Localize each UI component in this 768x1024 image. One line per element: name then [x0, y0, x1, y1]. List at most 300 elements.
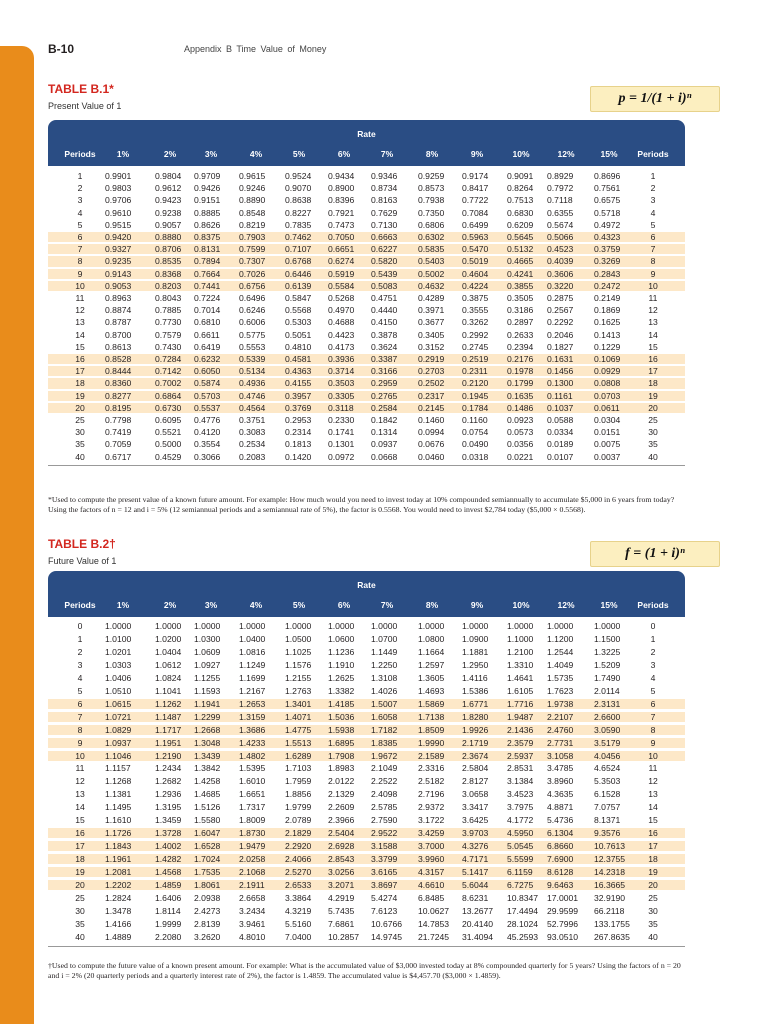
factor-cell: 0.0334	[547, 427, 574, 438]
factor-cell: 1.7490	[594, 672, 621, 683]
factor-cell: 0.5083	[371, 280, 398, 291]
factor-cell: 0.8734	[371, 183, 398, 194]
column-header: 7%	[380, 149, 394, 159]
factor-cell: 6.8485	[418, 892, 445, 903]
factor-cell: 1.0406	[105, 672, 132, 683]
table-row	[48, 893, 685, 903]
period-cell: 4	[650, 672, 656, 683]
factor-cell: 0.8696	[594, 171, 621, 181]
factor-cell: 28.1024	[507, 918, 539, 929]
period-cell: 10	[648, 750, 658, 761]
factor-cell: 1.0721	[105, 711, 132, 722]
factor-cell: 1.2682	[155, 776, 182, 787]
factor-cell: 1.5938	[328, 724, 355, 735]
table1-body	[48, 171, 685, 484]
factor-cell: 0.2472	[594, 280, 621, 291]
factor-cell: 1.1262	[155, 698, 182, 709]
factor-cell: 0.6864	[155, 390, 182, 401]
factor-cell: 0.0318	[462, 451, 489, 462]
factor-cell: 0.1161	[547, 390, 573, 401]
table1-footnote: *Used to compute the present value of a known future amount. For example: How much would you need to invest today at 10% compounded semiannually to accumulate $5,000 in 6 years from today? Using the factors of n = 12 and i = 5% (12 semiannual periods and a semiannual rate of 5%), the factor is 0.5568. You would need to invest $2,784 today ($5,000 × 0.5568).	[48, 495, 675, 514]
factor-cell: 0.9423	[155, 195, 182, 206]
factor-cell: 0.3554	[194, 439, 221, 450]
factor-cell: 0.7885	[155, 305, 182, 316]
period-cell: 13	[75, 317, 85, 328]
factor-cell: 0.7835	[285, 219, 312, 230]
factor-cell: 0.7561	[594, 183, 621, 194]
factor-cell: 1.9990	[418, 737, 445, 748]
table-row	[48, 330, 685, 340]
factor-cell: 1.1381	[105, 789, 132, 800]
table-row	[48, 828, 685, 838]
period-cell: 9	[77, 737, 83, 748]
period-cell: 12	[648, 305, 658, 316]
factor-cell: 1.4641	[507, 672, 534, 683]
factor-cell: 1.2434	[155, 763, 182, 774]
factor-cell: 1.4166	[105, 918, 132, 929]
table-row	[48, 293, 685, 303]
factor-cell: 0.8219	[239, 219, 266, 230]
table-row	[48, 815, 685, 825]
factor-cell: 0.8417	[462, 183, 489, 194]
factor-cell: 1.2653	[239, 698, 266, 709]
factor-cell: 0.4289	[418, 293, 445, 303]
factor-cell: 0.7284	[155, 354, 182, 364]
factor-cell: 16.3665	[594, 880, 626, 890]
factor-cell: 0.7798	[105, 415, 132, 425]
factor-cell: 1.9672	[371, 750, 398, 761]
factor-cell: 0.8535	[155, 256, 182, 267]
factor-cell: 1.7182	[371, 724, 398, 735]
factor-cell: 0.5820	[371, 256, 398, 267]
factor-cell: 0.9420	[105, 232, 132, 242]
factor-cell: 0.6006	[239, 317, 266, 328]
factor-cell: 0.5703	[194, 390, 221, 401]
factor-cell: 0.2519	[462, 354, 489, 364]
table-row	[48, 634, 685, 644]
factor-cell: 0.7938	[418, 195, 445, 206]
factor-cell: 0.4604	[462, 268, 489, 279]
factor-cell: 2.6658	[239, 892, 266, 903]
table-row	[48, 281, 685, 291]
factor-cell: 1.6010	[239, 776, 266, 787]
factor-cell: 1.0100	[105, 633, 132, 644]
factor-cell: 0.6806	[418, 219, 445, 230]
factor-cell: 0.4120	[194, 427, 221, 438]
factor-cell: 2.0789	[285, 815, 312, 826]
factor-cell: 0.5051	[285, 329, 312, 340]
table2-formula: f = (1 + i)ⁿ	[590, 541, 720, 567]
factor-cell: 0.9238	[155, 207, 182, 218]
factor-cell: 1.6528	[194, 841, 221, 852]
factor-cell: 0.8787	[105, 317, 132, 328]
table-row	[48, 183, 685, 193]
period-cell: 11	[75, 763, 85, 774]
factor-cell: 2.2522	[371, 776, 398, 787]
factor-cell: 9.3576	[594, 828, 621, 839]
factor-cell: 0.1869	[594, 305, 621, 316]
factor-cell: 5.3503	[594, 776, 621, 787]
period-cell: 18	[648, 854, 658, 865]
factor-cell: 0.7026	[239, 268, 266, 279]
factor-cell: 1.0000	[594, 621, 621, 631]
factor-cell: 93.0510	[547, 931, 579, 942]
factor-cell: 0.7972	[547, 183, 574, 194]
factor-cell: 0.6651	[328, 244, 355, 255]
table-row	[48, 919, 685, 929]
factor-cell: 1.0609	[194, 646, 221, 657]
factor-cell: 3.1384	[507, 776, 534, 787]
period-cell: 14	[648, 802, 658, 813]
factor-cell: 3.9461	[239, 918, 266, 929]
factor-cell: 0.5132	[507, 244, 534, 255]
factor-cell: 0.3269	[594, 256, 621, 267]
factor-cell: 0.3875	[462, 293, 489, 303]
factor-cell: 1.2167	[239, 685, 266, 696]
factor-cell: 1.9487	[507, 711, 534, 722]
factor-cell: 17.0001	[547, 892, 579, 903]
factor-cell: 1.1487	[155, 711, 182, 722]
factor-cell: 0.0588	[547, 415, 574, 425]
factor-cell: 0.1300	[547, 378, 574, 389]
factor-cell: 0.5537	[194, 402, 221, 413]
factor-cell: 52.7996	[547, 918, 579, 929]
factor-cell: 2.2609	[328, 802, 355, 813]
table-row	[48, 841, 685, 851]
column-header: 8%	[425, 149, 439, 159]
factor-cell: 0.0151	[594, 427, 621, 438]
factor-cell: 0.8131	[194, 244, 221, 255]
factor-cell: 1.2950	[462, 659, 489, 670]
period-cell: 25	[648, 415, 658, 425]
factor-cell: 0.2149	[594, 293, 621, 303]
factor-cell: 0.2083	[239, 451, 266, 462]
factor-cell: 14.9745	[371, 931, 403, 942]
factor-cell: 1.6289	[285, 750, 312, 761]
factor-cell: 1.5209	[594, 659, 621, 670]
period-cell: 2	[77, 183, 83, 194]
factor-cell: 1.1699	[239, 672, 266, 683]
factor-cell: 1.5036	[328, 711, 355, 722]
factor-cell: 0.2919	[418, 354, 445, 364]
factor-cell: 2.1068	[239, 867, 266, 878]
period-cell: 1	[77, 171, 83, 181]
factor-cell: 1.8983	[328, 763, 355, 774]
factor-cell: 0.2046	[547, 329, 574, 340]
period-cell: 3	[650, 659, 656, 670]
factor-cell: 1.7959	[285, 776, 312, 787]
factor-cell: 2.1329	[328, 789, 355, 800]
period-cell: 30	[75, 427, 85, 438]
factor-cell: 0.9327	[105, 244, 132, 255]
factor-cell: 0.5835	[418, 244, 445, 255]
column-header: 4%	[249, 149, 263, 159]
period-cell: 5	[77, 219, 83, 230]
table-row	[48, 906, 685, 916]
factor-cell: 0.6611	[194, 329, 220, 340]
factor-cell: 2.2920	[285, 841, 312, 852]
factor-cell: 1.6651	[239, 789, 266, 800]
factor-cell: 0.9151	[194, 195, 221, 206]
factor-cell: 0.7894	[194, 256, 221, 267]
factor-cell: 0.3957	[285, 390, 312, 401]
factor-cell: 3.6425	[462, 815, 489, 826]
period-cell: 14	[75, 802, 85, 813]
factor-cell: 0.9709	[194, 171, 221, 181]
factor-cell: 1.0404	[155, 646, 182, 657]
factor-cell: 2.0258	[239, 854, 266, 865]
factor-cell: 2.4760	[547, 724, 574, 735]
period-cell: 19	[75, 867, 85, 878]
factor-cell: 4.8010	[239, 931, 266, 942]
factor-cell: 0.7664	[194, 268, 221, 279]
factor-cell: 0.2145	[418, 402, 445, 413]
factor-cell: 0.9524	[285, 171, 312, 181]
period-cell: 16	[648, 354, 658, 364]
column-header: 5%	[292, 600, 306, 610]
factor-cell: 2.8543	[328, 854, 355, 865]
factor-cell: 1.7317	[239, 802, 266, 813]
factor-cell: 0.7629	[371, 207, 398, 218]
factor-cell: 2.4098	[371, 789, 398, 800]
factor-cell: 4.7171	[462, 854, 489, 865]
factor-cell: 3.8960	[547, 776, 574, 787]
period-cell: 40	[75, 931, 85, 942]
factor-cell: 0.9610	[105, 207, 132, 218]
factor-cell: 7.0400	[285, 931, 312, 942]
table-row	[48, 802, 685, 812]
factor-cell: 2.9522	[371, 828, 398, 839]
factor-cell: 2.5804	[462, 763, 489, 774]
period-cell: 15	[648, 341, 658, 352]
factor-cell: 1.6406	[155, 892, 182, 903]
period-cell: 7	[650, 711, 656, 722]
factor-cell: 0.3714	[328, 366, 355, 377]
factor-cell: 1.0400	[239, 633, 266, 644]
column-header: Periods	[64, 600, 96, 610]
factor-cell: 1.0000	[371, 621, 398, 631]
factor-cell: 5.5160	[285, 918, 312, 929]
factor-cell: 0.1069	[594, 354, 621, 364]
factor-cell: 0.9346	[371, 171, 398, 181]
factor-cell: 0.2703	[418, 366, 445, 377]
factor-cell: 0.6095	[155, 415, 182, 425]
factor-cell: 1.2155	[285, 672, 312, 683]
factor-cell: 1.7908	[328, 750, 355, 761]
factor-cell: 0.6246	[239, 305, 266, 316]
period-cell: 3	[77, 659, 83, 670]
factor-cell: 133.1755	[594, 918, 630, 929]
factor-cell: 1.4049	[547, 659, 574, 670]
period-cell: 40	[648, 451, 658, 462]
table1-header	[48, 120, 685, 166]
factor-cell: 0.9259	[418, 171, 445, 181]
factor-cell: 0.4581	[285, 354, 312, 364]
factor-cell: 4.6524	[594, 763, 621, 774]
period-cell: 15	[648, 815, 658, 826]
period-cell: 12	[75, 305, 85, 316]
factor-cell: 0.9426	[194, 183, 221, 194]
factor-cell: 0.8900	[328, 183, 355, 194]
factor-cell: 0.8264	[507, 183, 534, 194]
table2-subtitle: Future Value of 1	[48, 556, 117, 566]
factor-cell: 0.5134	[239, 366, 266, 377]
factor-cell: 0.7599	[239, 244, 266, 255]
column-header: 9%	[470, 600, 484, 610]
factor-cell: 1.2936	[155, 789, 182, 800]
factor-cell: 0.6830	[507, 207, 534, 218]
period-cell: 17	[648, 841, 658, 852]
table-row	[48, 751, 685, 761]
factor-cell: 3.3417	[462, 802, 489, 813]
period-cell: 4	[650, 207, 656, 218]
factor-cell: 1.2250	[371, 659, 398, 670]
factor-cell: 0.1945	[462, 390, 489, 401]
factor-cell: 0.0075	[594, 439, 621, 450]
factor-cell: 3.8697	[371, 880, 398, 890]
factor-cell: 0.8360	[105, 378, 132, 389]
factor-cell: 0.1978	[507, 366, 534, 377]
table1-rate-label: Rate	[357, 129, 376, 139]
factor-cell: 0.5470	[462, 244, 489, 255]
factor-cell: 0.2120	[462, 378, 489, 389]
table-bottom-rule	[48, 465, 685, 466]
factor-cell: 0.0972	[328, 451, 355, 462]
factor-cell: 0.9070	[285, 183, 312, 194]
factor-cell: 2.1911	[239, 880, 265, 890]
factor-cell: 5.4274	[371, 892, 398, 903]
factor-cell: 1.1041	[155, 685, 182, 696]
factor-cell: 0.6575	[594, 195, 621, 206]
table-row	[48, 378, 685, 388]
factor-cell: 1.1236	[328, 646, 355, 657]
factor-cell: 0.4970	[328, 305, 355, 316]
factor-cell: 0.7059	[105, 439, 132, 450]
table-row	[48, 776, 685, 786]
factor-cell: 66.2118	[594, 905, 625, 916]
factor-cell: 1.0615	[105, 698, 132, 709]
period-cell: 35	[75, 918, 85, 929]
factor-cell: 0.1635	[507, 390, 534, 401]
factor-cell: 0.6810	[194, 317, 221, 328]
factor-cell: 1.7716	[507, 698, 534, 709]
factor-cell: 1.1664	[418, 646, 445, 657]
factor-cell: 0.7002	[155, 378, 182, 389]
period-cell: 17	[648, 366, 658, 377]
factor-cell: 1.1046	[105, 750, 132, 761]
table-row	[48, 932, 685, 942]
factor-cell: 0.8885	[194, 207, 221, 218]
factor-cell: 1.0829	[105, 724, 132, 735]
period-cell: 7	[77, 711, 83, 722]
factor-cell: 0.5439	[371, 268, 398, 279]
table-row	[48, 621, 685, 631]
column-header: 6%	[337, 149, 351, 159]
factor-cell: 1.1610	[105, 815, 132, 826]
factor-cell: 0.3118	[328, 402, 354, 413]
factor-cell: 1.2625	[328, 672, 355, 683]
factor-cell: 1.2190	[155, 750, 182, 761]
factor-cell: 1.7024	[194, 854, 221, 865]
factor-cell: 2.0938	[194, 892, 221, 903]
period-cell: 7	[77, 244, 83, 255]
factor-cell: 0.3083	[239, 427, 266, 438]
factor-cell: 0.2314	[285, 427, 312, 438]
factor-cell: 3.6165	[371, 867, 398, 878]
factor-cell: 0.3759	[594, 244, 621, 255]
factor-cell: 0.1301	[328, 439, 355, 450]
factor-cell: 1.2763	[285, 685, 312, 696]
factor-cell: 2.4273	[194, 905, 221, 916]
factor-cell: 0.4810	[285, 341, 312, 352]
factor-cell: 2.3131	[594, 698, 621, 709]
factor-cell: 0.7014	[194, 305, 221, 316]
factor-cell: 3.3864	[285, 892, 312, 903]
period-cell: 2	[650, 646, 656, 657]
factor-cell: 1.5126	[194, 802, 221, 813]
factor-cell: 0.1037	[547, 402, 574, 413]
factor-cell: 3.2620	[194, 931, 221, 942]
factor-cell: 0.5403	[418, 256, 445, 267]
factor-cell: 1.1881	[462, 646, 489, 657]
factor-cell: 0.1314	[371, 427, 398, 438]
factor-cell: 0.2292	[547, 317, 574, 328]
factor-cell: 21.7245	[418, 931, 450, 942]
factor-cell: 3.7000	[418, 841, 445, 852]
period-cell: 30	[648, 427, 658, 438]
factor-cell: 8.6231	[462, 892, 489, 903]
factor-cell: 0.9515	[105, 219, 132, 230]
table-row	[48, 391, 685, 401]
factor-cell: 3.5179	[594, 737, 621, 748]
factor-cell: 0.8626	[194, 219, 221, 230]
factor-cell: 1.2299	[194, 711, 221, 722]
factor-cell: 1.8509	[418, 724, 445, 735]
factor-cell: 1.3459	[155, 815, 182, 826]
factor-cell: 2.1436	[507, 724, 534, 735]
factor-cell: 1.1843	[105, 841, 132, 852]
period-cell: 40	[75, 451, 85, 462]
factor-cell: 3.1722	[418, 815, 445, 826]
period-cell: 19	[75, 390, 85, 401]
factor-cell: 1.0303	[105, 659, 132, 670]
factor-cell: 1.2081	[105, 867, 132, 878]
factor-cell: 2.3966	[328, 815, 355, 826]
factor-cell: 1.0510	[105, 685, 132, 696]
period-cell: 40	[648, 931, 658, 942]
factor-cell: 1.9999	[155, 918, 182, 929]
factor-cell: 0.4936	[239, 378, 266, 389]
orange-side-tab	[0, 46, 34, 1024]
factor-cell: 2.5270	[285, 867, 312, 878]
factor-cell: 0.7473	[328, 219, 355, 230]
period-cell: 5	[650, 685, 656, 696]
period-cell: 3	[650, 195, 656, 206]
factor-cell: 5.5599	[507, 854, 534, 865]
factor-cell: 0.5645	[507, 232, 534, 242]
factor-cell: 0.2534	[239, 439, 266, 450]
table-row	[48, 256, 685, 266]
factor-cell: 1.0927	[194, 659, 221, 670]
table-row	[48, 699, 685, 709]
factor-cell: 1.7138	[418, 711, 445, 722]
period-cell: 7	[650, 244, 656, 255]
factor-cell: 0.0668	[371, 451, 398, 462]
factor-cell: 0.1420	[285, 451, 312, 462]
factor-cell: 0.5963	[462, 232, 489, 242]
factor-cell: 1.9799	[285, 802, 312, 813]
period-cell: 35	[648, 439, 658, 450]
